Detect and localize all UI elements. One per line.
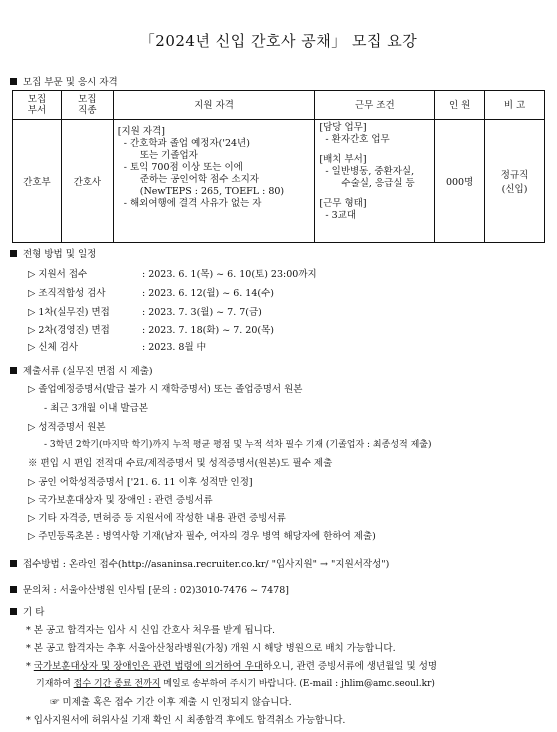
cond-line: 수술실, 응급실 등 [341, 178, 415, 189]
schedule-item [28, 322, 274, 336]
schedule-date: : 2023. 8월 中 [142, 342, 207, 353]
header-count: 인 원 [435, 91, 485, 120]
schedule-item [28, 339, 206, 353]
qual-line: - 해외여행에 결격 사유가 없는 자 [123, 198, 262, 209]
page-title: 「2024년 신입 간호사 공채」 모집 요강 [139, 32, 418, 50]
cond-spacer [319, 146, 431, 154]
doc-item: - 3학년 2학기(마지막 학기)까지 누적 평균 평점 및 누적 석차 필수 기재 (기졸업자 : 최종성적 제출) [44, 440, 432, 450]
qual-line: - 토익 700점 이상 또는 이에 [123, 162, 243, 173]
schedule-date: : 2023. 6. 12(월) ~ 6. 14(수) [142, 288, 274, 299]
qual-line: (NewTEPS : 265, TOEFL : 80) [139, 186, 285, 197]
header-qualification: 지원 자격 [113, 91, 315, 120]
cell-conditions [315, 120, 435, 243]
other-item-cont [36, 676, 435, 689]
bullet-square-icon [10, 78, 17, 85]
schedule-date: : 2023. 6. 1(목) ~ 6. 10(토) 23:00까지 [142, 269, 317, 280]
schedule-label: ▷ 2차(경영진) 면접 [28, 325, 110, 336]
cond-line: [담당 업무] [319, 122, 367, 133]
recruit-table [12, 90, 545, 243]
other-item: * 본 공고 합격자는 추후 서울아산청라병원(가칭) 개원 시 해당 병원으로 배치 가능합니다. [26, 643, 396, 654]
doc-item: ▷ 졸업예정증명서(발급 불가 시 재학증명서) 또는 졸업증명서 원본 [28, 384, 303, 395]
other-note: ☞ 미제출 혹은 접수 기간 이후 제출 시 인정되지 않습니다. [50, 697, 292, 708]
schedule-item [28, 285, 274, 299]
qual-line: - 간호학과 졸업 예정자('24년) [123, 138, 250, 149]
doc-item: ▷ 국가보훈대상자 및 장애인 : 관련 증빙서류 [28, 495, 213, 506]
bullet-square-icon [10, 608, 17, 615]
qual-line: 또는 기졸업자 [139, 150, 198, 161]
doc-item: ▷ 성적증명서 원본 [28, 422, 106, 433]
section-heading: 모집 부문 및 응시 자격 [23, 77, 118, 88]
qual-line: [지원 자격] [117, 126, 165, 137]
header-job: 모집 직종 [61, 91, 113, 120]
cell-qualifications [113, 120, 315, 243]
schedule-label: ▷ 지원서 접수 [28, 269, 88, 280]
section-process [10, 246, 96, 260]
table-header-row [13, 91, 545, 120]
contact-info: 문의처 : 서울아산병원 인사팀 [문의 : 02)3010-7476 ~ 7478] [23, 585, 289, 596]
doc-item: - 최근 3개월 이내 발급본 [44, 403, 148, 414]
cond-line: - 일반병동, 중환자실, [325, 166, 415, 177]
cell-dept: 간호부 [13, 120, 62, 243]
schedule-date: : 2023. 7. 3(월) ~ 7. 7(금) [142, 307, 262, 318]
cond-line: - 3교대 [325, 210, 357, 221]
bullet-square-icon [10, 367, 17, 374]
header-note: 비 고 [485, 91, 545, 120]
section-contact [10, 582, 289, 596]
bullet-square-icon [10, 586, 17, 593]
note-line: 정규직 [500, 170, 529, 181]
cell-count: 000명 [435, 120, 485, 243]
other-text: 하오니, 관련 증빙서류에 생년월일 및 성명 [262, 661, 438, 672]
header-conditions: 근무 조건 [315, 91, 435, 120]
section-recruit [10, 74, 118, 88]
bullet-square-icon [10, 560, 17, 567]
schedule-date: : 2023. 7. 18(화) ~ 7. 20(목) [142, 325, 274, 336]
schedule-label: ▷ 조직적합성 검사 [28, 288, 106, 299]
qual-line: 준하는 공인어학 점수 소지자 [139, 174, 259, 185]
section-heading: 기 타 [23, 607, 45, 618]
doc-item: ▷ 공인 어학성적증명서 ['21. 6. 11 이후 성적만 인정] [28, 477, 253, 488]
cell-note [485, 120, 545, 243]
apply-method: 접수방법 : 온라인 접수(http://asaninsa.recruiter.co.kr/ "입사지원" → "지원서작성") [23, 559, 390, 570]
schedule-label: ▷ 1차(실무진) 면접 [28, 307, 110, 318]
schedule-item [28, 266, 317, 280]
bullet-square-icon [10, 250, 17, 257]
other-item: * 입사지원서에 허위사실 기재 확인 시 최종합격 후에도 합격취소 가능합니다. [26, 715, 346, 726]
doc-item: ▷ 주민등록초본 : 병역사항 기재(남자 필수, 여자의 경우 병역 해당자에 한하여 제출) [28, 531, 376, 542]
schedule-label: ▷ 신체 검사 [28, 342, 79, 353]
note-line: (신입) [501, 184, 528, 195]
other-item: * 본 공고 합격자는 입사 시 신입 간호사 처우를 받게 됩니다. [26, 625, 276, 636]
cond-line: [배치 부서] [319, 154, 367, 165]
cond-spacer [319, 190, 431, 198]
schedule-item [28, 304, 262, 318]
priority-text: 국가보훈대상자 및 장애인은 관련 법령에 의거하여 우대 [33, 661, 263, 672]
other-item: * 국가보훈대상자 및 장애인은 관련 법령에 의거하여 우대하오니, 관련 증빙서류에 생년월일 및 성명 [26, 661, 438, 672]
section-documents [10, 363, 153, 377]
section-heading: 전형 방법 및 일정 [23, 249, 97, 260]
section-apply [10, 556, 389, 570]
section-other [10, 604, 44, 618]
cond-line: - 환자간호 업무 [325, 134, 390, 145]
header-dept: 모집 부서 [13, 91, 62, 120]
other-text: 기재하여 [36, 679, 74, 689]
cell-job: 간호사 [61, 120, 113, 243]
table-row [13, 120, 545, 243]
doc-item: ※ 편입 시 편입 전적대 수료/제적증명서 및 성적증명서(원본)도 필수 제출 [28, 458, 333, 469]
email-text: 메일로 송부하여 주시기 바랍니다. (E-mail : jhlim@amc.seoul.kr) [160, 679, 435, 689]
doc-item: ▷ 기타 자격증, 면허증 등 지원서에 작성한 내용 관련 증빙서류 [28, 513, 286, 524]
cond-line: [근무 형태] [319, 198, 367, 209]
section-heading: 제출서류 (실무진 면접 시 제출) [23, 366, 153, 377]
deadline-text: 접수 기간 종료 전까지 [73, 679, 161, 689]
